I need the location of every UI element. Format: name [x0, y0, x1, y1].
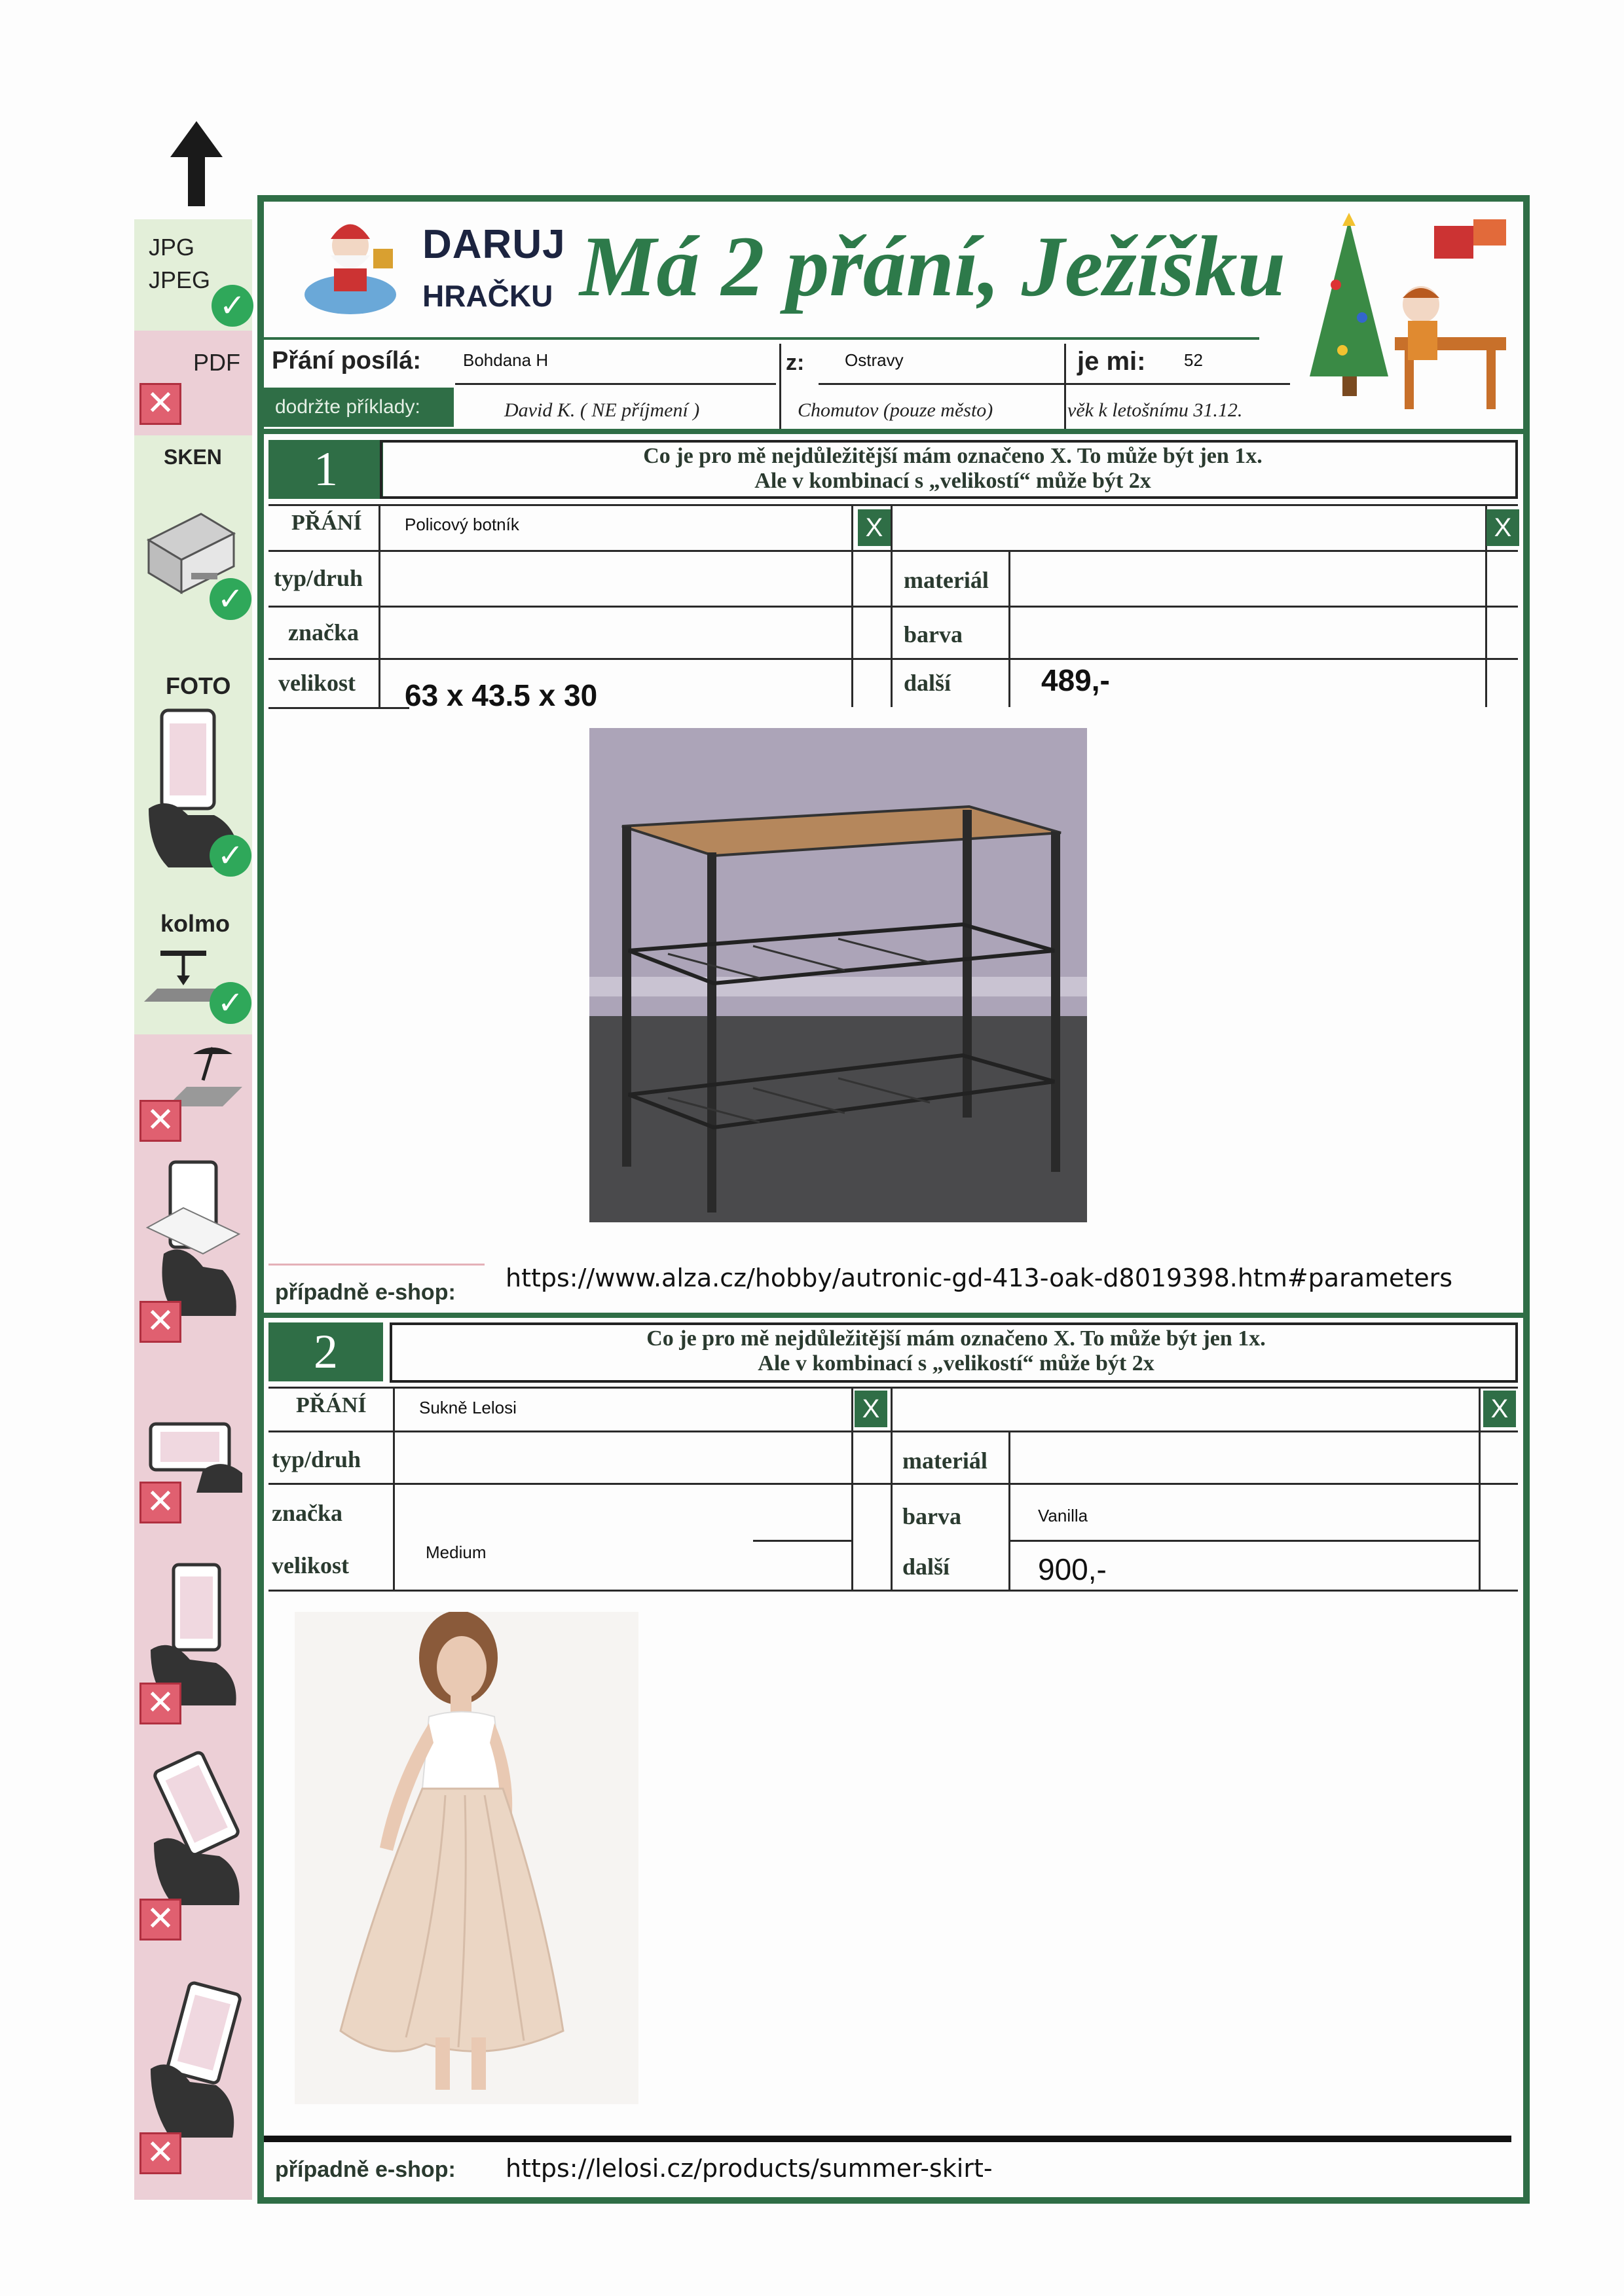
grid-line	[1008, 550, 1010, 707]
label-barva: barva	[902, 1503, 961, 1529]
label-velikost: velikost	[272, 1552, 350, 1578]
sidebar-sken-label: SKEN	[164, 445, 222, 469]
grid-line	[268, 707, 409, 709]
santa-logo-icon	[295, 210, 406, 321]
eshop-link[interactable]: https://www.alza.cz/hobby/autronic-gd-413-oak-d8019398.htm#parameters	[506, 1264, 1453, 1292]
christmas-tree-icon	[1290, 206, 1519, 422]
eshop-black-bar	[264, 2136, 1511, 2142]
grid-line	[891, 504, 893, 707]
sidebar-foto-label: FOTO	[166, 672, 231, 699]
x-icon: ✕	[139, 1301, 181, 1343]
grid-line	[378, 504, 380, 707]
age-line	[1074, 383, 1290, 385]
wish-number-1: 1	[268, 440, 383, 499]
other-field[interactable]: 900,-	[1038, 1552, 1107, 1586]
grid-line	[851, 504, 853, 707]
label-velikost: velikost	[278, 670, 356, 696]
label-prani: PŘÁNÍ	[296, 1393, 367, 1417]
phone-hand-icon	[144, 1977, 246, 2141]
grid-line	[268, 606, 1518, 608]
instruction-1-line2: Ale v kombinací s „velikostí“ může být 2x	[754, 469, 1151, 493]
sidebar-landscape-photo	[134, 1352, 252, 1548]
importance-x-mark[interactable]: X	[858, 509, 891, 546]
phone-hand-icon	[144, 1156, 242, 1319]
from-label: z:	[786, 350, 805, 375]
grid-line	[268, 1430, 1518, 1432]
age-example: věk k letošnímu 31.12.	[1067, 399, 1243, 421]
divider	[1064, 344, 1066, 429]
grid-line	[1479, 1387, 1481, 1590]
grid-line	[851, 1387, 853, 1590]
grid-line	[393, 1387, 395, 1590]
instruction-2-line1: Co je pro mě nejdůležitější mám označeno X. To může být jen 1x.	[646, 1326, 1266, 1351]
grid-line	[891, 1387, 893, 1590]
grid-line	[1008, 1540, 1480, 1542]
from-field[interactable]: Ostravy	[845, 350, 904, 370]
section-divider	[264, 429, 1523, 434]
x-icon: ✕	[139, 2132, 181, 2174]
wish-name-field[interactable]: Policový botník	[405, 515, 519, 534]
sidebar-tilted-photo	[134, 1034, 252, 1149]
wish-name-field[interactable]: Sukně Lelosi	[419, 1398, 517, 1417]
label-material: materiál	[904, 567, 989, 593]
check-icon: ✓	[210, 578, 251, 620]
sidebar-kolmo	[134, 884, 252, 1034]
divider	[779, 344, 781, 429]
sidebar-foto	[134, 658, 252, 884]
label-eshop: případně e-shop:	[275, 1280, 456, 1305]
age-field[interactable]: 52	[1184, 350, 1203, 370]
label-eshop: případně e-shop:	[275, 2157, 456, 2182]
sidebar-kolmo-label: kolmo	[160, 910, 231, 937]
label-barva: barva	[904, 621, 963, 647]
other-field[interactable]: 489,-	[1041, 663, 1110, 697]
phone-hand-icon	[144, 1745, 246, 1908]
label-material: materiál	[902, 1448, 987, 1474]
label-typ: typ/druh	[272, 1446, 361, 1472]
sidebar-tilted-hand-photo	[134, 1954, 252, 2200]
age-label: je mi:	[1077, 347, 1146, 376]
check-icon: ✓	[210, 982, 251, 1024]
page-title: Má 2 přání, Ježíšku	[580, 218, 1286, 314]
sender-name-field[interactable]: Bohdana H	[463, 350, 549, 370]
examples-label: dodržte příklady:	[275, 396, 420, 418]
grid-line	[268, 550, 1518, 552]
wish-number-2: 2	[268, 1322, 383, 1381]
instruction-1-line1: Co je pro mě nejdůležitější mám označeno X. To může být jen 1x.	[643, 444, 1263, 468]
sidebar-jpeg-label: JPEG	[149, 266, 211, 293]
x-icon: ✕	[139, 1482, 181, 1523]
sender-name-line	[455, 383, 776, 385]
product-image-skirt	[295, 1612, 638, 2104]
eshop-link[interactable]: https://lelosi.cz/products/summer-skirt-	[506, 2154, 993, 2183]
city-example: Chomutov (pouze město)	[798, 399, 993, 421]
header-divider	[264, 337, 1259, 340]
x-icon: ✕	[139, 1899, 181, 1941]
logo-daruj: DARUJ	[422, 222, 566, 267]
importance-x-mark[interactable]: X	[1486, 509, 1519, 546]
grid-line	[268, 658, 1518, 660]
section-divider	[264, 1313, 1523, 1318]
grid-line	[268, 504, 1518, 506]
grid-line	[268, 1590, 1518, 1592]
sidebar-rotated-photo	[134, 1732, 252, 1954]
x-icon: ✕	[139, 1683, 181, 1724]
label-typ: typ/druh	[274, 565, 363, 591]
sender-label: Přání posílá:	[272, 347, 422, 374]
label-prani: PŘÁNÍ	[291, 511, 362, 535]
sidebar-angled-photo	[134, 1149, 252, 1352]
label-znacka: značka	[272, 1500, 342, 1526]
up-arrow-icon	[167, 118, 226, 210]
name-example: David K. ( NE příjmení )	[504, 399, 700, 421]
instruction-2-line2: Ale v kombinací s „velikostí“ může být 2x	[758, 1351, 1154, 1376]
label-znacka: značka	[288, 619, 359, 646]
size-field[interactable]: Medium	[426, 1542, 487, 1562]
grid-line	[268, 1483, 1518, 1485]
sidebar-close-photo	[134, 1548, 252, 1732]
check-icon: ✓	[212, 285, 253, 327]
grid-line	[268, 1387, 1518, 1389]
sidebar-pdf	[134, 331, 252, 435]
check-icon: ✓	[210, 835, 251, 877]
importance-x-mark[interactable]: X	[855, 1391, 887, 1427]
eshop-accent-line	[268, 1264, 485, 1266]
x-icon: ✕	[139, 1100, 181, 1142]
grid-line	[753, 1540, 851, 1542]
sidebar-jpg	[134, 219, 252, 331]
label-dalsi: další	[904, 670, 951, 696]
sidebar-pdf-label: PDF	[193, 349, 240, 376]
size-field[interactable]: 63 x 43.5 x 30	[405, 678, 598, 712]
importance-x-mark[interactable]: X	[1483, 1391, 1516, 1427]
sidebar-sken	[134, 435, 252, 658]
x-icon: ✕	[139, 383, 181, 425]
sidebar-jpg-label: JPG	[149, 234, 195, 261]
grid-line	[1008, 1430, 1010, 1590]
from-line	[819, 383, 1074, 385]
label-dalsi: další	[902, 1554, 950, 1580]
color-field[interactable]: Vanilla	[1038, 1506, 1088, 1525]
product-image-shoe-rack	[589, 728, 1087, 1222]
logo-hracku: HRAČKU	[422, 279, 553, 313]
